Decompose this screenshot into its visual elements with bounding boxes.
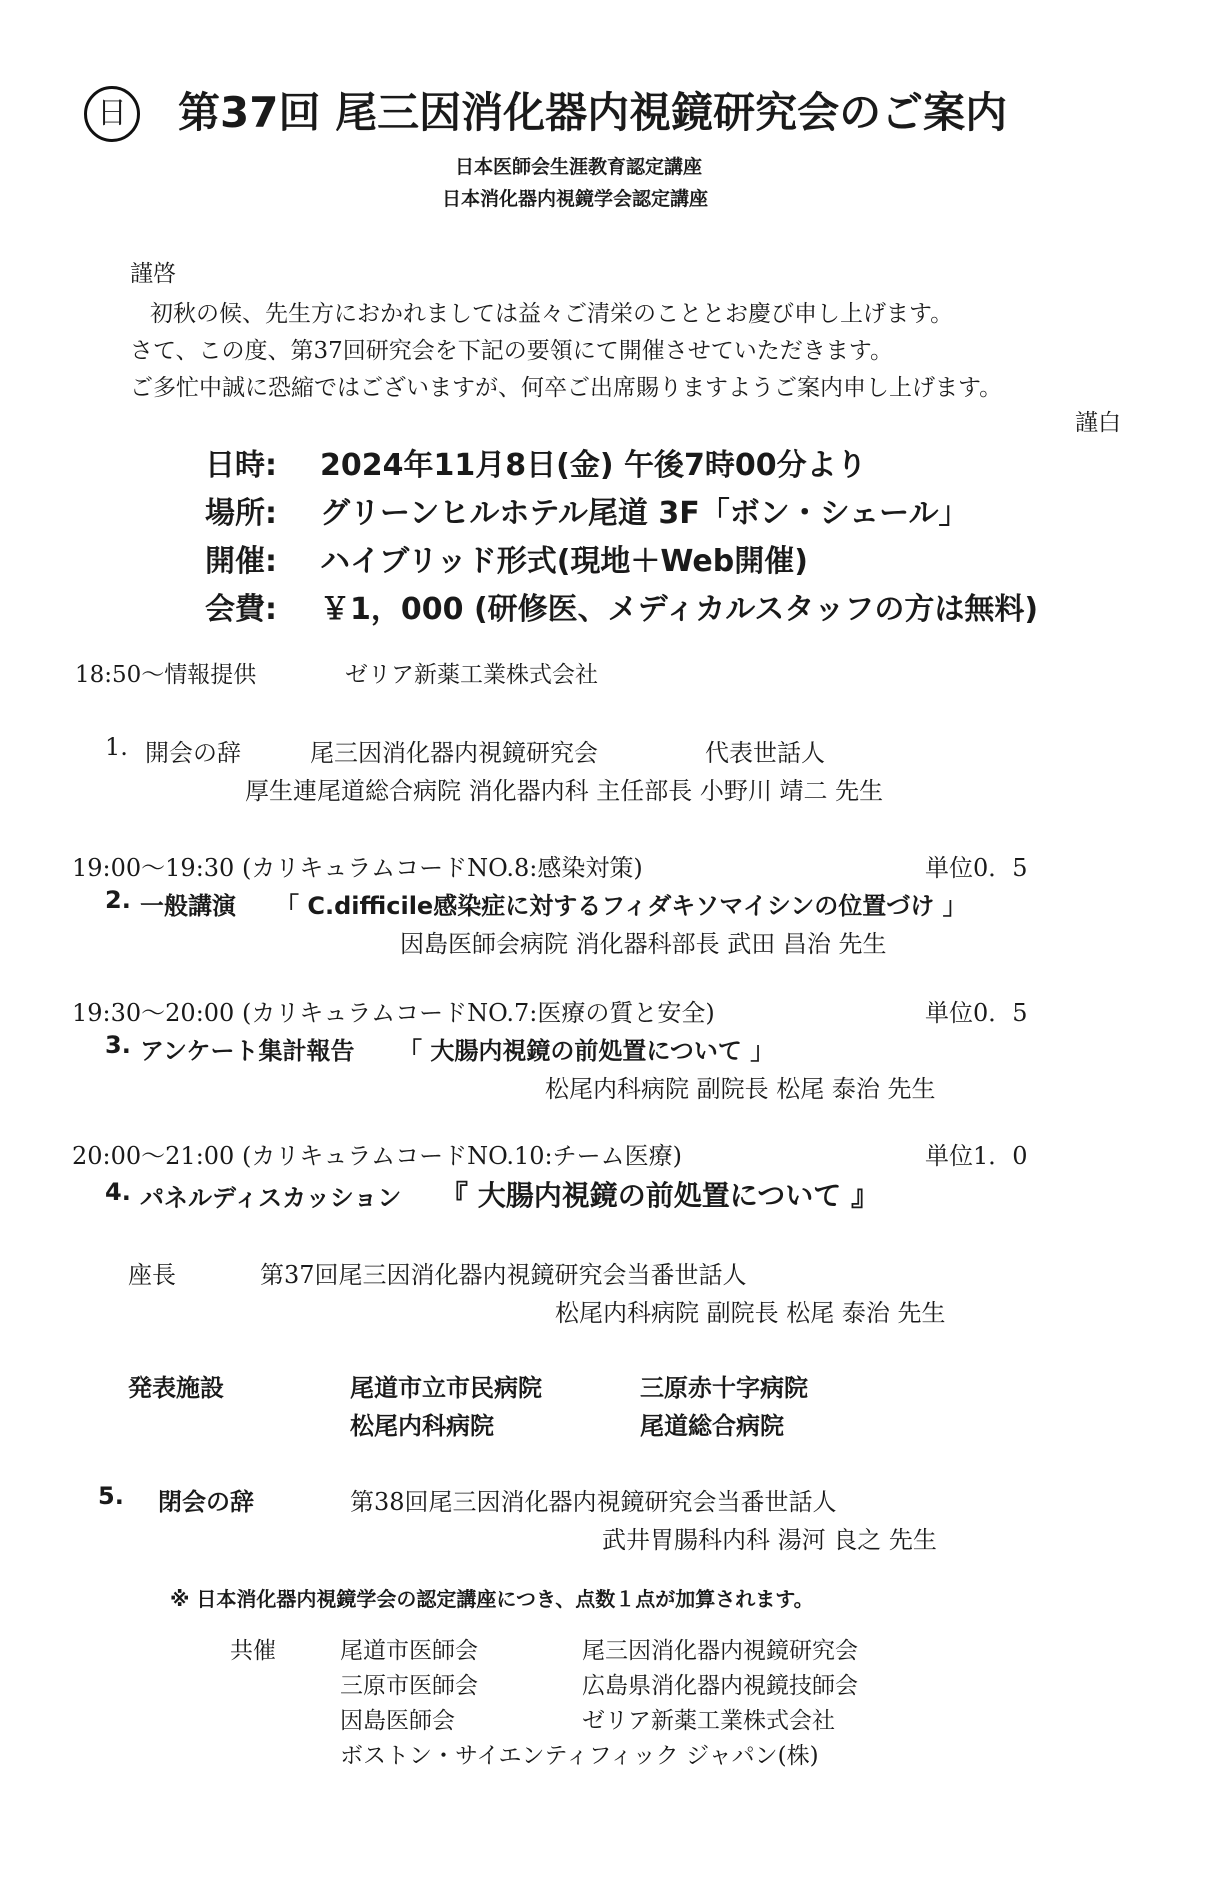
detail-venue-label: 場所:: [205, 496, 277, 531]
circle-mark: [84, 86, 140, 142]
greeting-closing: 謹白: [1075, 410, 1121, 436]
facility-3: 松尾内科病院: [350, 1412, 494, 1440]
greeting-line-1: 初秋の候、先生方におかれましては益々ご清栄のこととお慶び申し上げます。: [150, 301, 954, 327]
cosponsor-right-1: 尾三因消化器内視鏡研究会: [582, 1638, 858, 1664]
detail-date-label: 日時:: [205, 448, 277, 483]
item2-kind: 一般講演: [140, 892, 236, 920]
item2-unit: 単位0．5: [925, 854, 1028, 882]
page-title: 第37回 尾三因消化器内視鏡研究会のご案内: [178, 88, 1008, 137]
item5-title: 閉会の辞: [158, 1488, 254, 1516]
facility-2: 三原赤十字病院: [640, 1374, 808, 1402]
item4-topic: 『 大腸内視鏡の前処置について 』: [440, 1179, 879, 1212]
item4-kind: パネルディスカッション: [140, 1184, 402, 1212]
item1-org: 尾三因消化器内視鏡研究会: [310, 739, 598, 767]
cosponsor-last: ボストン・サイエンティフィック ジャパン(株): [340, 1743, 819, 1769]
info-provision-company: ゼリア新薬工業株式会社: [345, 662, 598, 688]
info-provision-time: 18:50～情報提供: [75, 662, 257, 688]
cosponsor-right-2: 広島県消化器内視鏡技師会: [582, 1673, 858, 1699]
item3-speaker: 松尾内科病院 副院長 松尾 泰治 先生: [545, 1075, 936, 1103]
item3-kind: アンケート集計報告: [140, 1037, 355, 1065]
detail-date-value: 2024年11月8日(金) 午後7時00分より: [320, 448, 867, 483]
subtitle-1: 日本医師会生涯教育認定講座: [455, 156, 703, 178]
detail-fee-value: ￥1，000 (研修医、メディカルスタッフの方は無料): [320, 592, 1039, 627]
facility-1: 尾道市立市民病院: [350, 1374, 542, 1402]
detail-format-label: 開催:: [205, 544, 277, 579]
item4-number: 4.: [105, 1178, 131, 1206]
cosponsor-right-3: ゼリア新薬工業株式会社: [582, 1708, 835, 1734]
item3-time: 19:30～20:00 (カリキュラムコードNO.7:医療の質と安全): [72, 999, 715, 1027]
detail-venue-value: グリーンヒルホテル尾道 3F「ボン・シェール」: [320, 496, 969, 531]
chair-role: 第37回尾三因消化器内視鏡研究会当番世話人: [260, 1261, 747, 1289]
item2-time: 19:00～19:30 (カリキュラムコードNO.8:感染対策): [72, 854, 643, 882]
item2-number: 2.: [105, 886, 131, 914]
item3-topic: 「 大腸内視鏡の前処置について 」: [398, 1037, 775, 1065]
item1-number: 1.: [105, 733, 128, 761]
facility-4: 尾道総合病院: [640, 1412, 784, 1440]
cosponsor-left-1: 尾道市医師会: [340, 1638, 478, 1664]
item1-title: 開会の辞: [145, 739, 241, 767]
greeting-line-2: さて、この度、第37回研究会を下記の要領にて開催させていただきます。: [130, 338, 893, 364]
cosponsor-left-3: 因島医師会: [340, 1708, 455, 1734]
item4-unit: 単位1．0: [925, 1142, 1028, 1170]
item1-affiliation: 厚生連尾道総合病院 消化器内科 主任部長 小野川 靖二 先生: [245, 777, 884, 805]
circle-mark-text: 日: [97, 96, 127, 131]
item4-time: 20:00～21:00 (カリキュラムコードNO.10:チーム医療): [72, 1142, 682, 1170]
greeting-line-3: ご多忙中誠に恐縮ではございますが、何卒ご出席賜りますようご案内申し上げます。: [130, 375, 1003, 401]
facilities-label: 発表施設: [128, 1374, 224, 1402]
note: ※ 日本消化器内視鏡学会の認定講座につき、点数１点が加算されます。: [170, 1587, 814, 1611]
chair-name: 松尾内科病院 副院長 松尾 泰治 先生: [555, 1299, 946, 1327]
greeting-opening: 謹啓: [130, 261, 176, 287]
item5-speaker: 武井胃腸科内科 湯河 良之 先生: [602, 1526, 937, 1554]
item1-role: 代表世話人: [705, 739, 825, 767]
detail-fee-label: 会費:: [205, 592, 277, 627]
item5-role: 第38回尾三因消化器内視鏡研究会当番世話人: [350, 1488, 837, 1516]
chair-label: 座長: [128, 1261, 176, 1289]
item2-speaker: 因島医師会病院 消化器科部長 武田 昌治 先生: [400, 930, 887, 958]
item2-topic: 「 C.difficile感染症に対するフィダキソマイシンの位置づけ 」: [275, 892, 967, 920]
cosponsor-left-2: 三原市医師会: [340, 1673, 478, 1699]
cosponsors-label: 共催: [230, 1638, 276, 1664]
item3-number: 3.: [105, 1031, 131, 1059]
detail-format-value: ハイブリッド形式(現地＋Web開催): [320, 544, 808, 579]
subtitle-2: 日本消化器内視鏡学会認定講座: [442, 188, 709, 210]
item3-unit: 単位0．5: [925, 999, 1028, 1027]
item5-number: 5.: [98, 1482, 124, 1510]
